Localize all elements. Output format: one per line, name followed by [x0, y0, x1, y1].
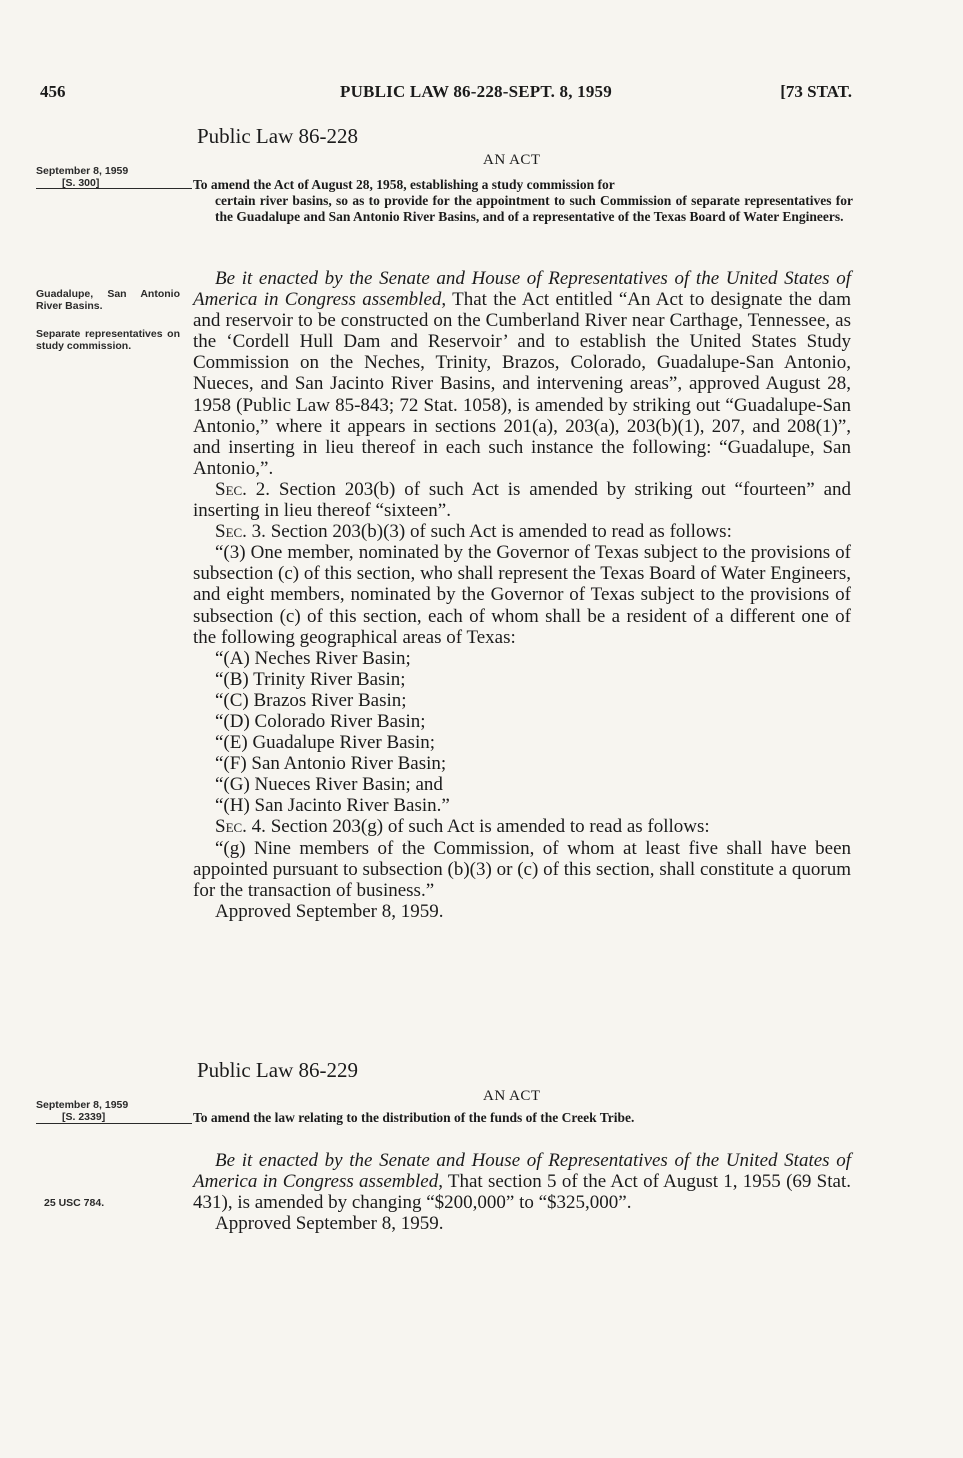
purpose-clause-2: To amend the law relating to the distribution of the funds of the Creek Tribe.	[193, 1110, 635, 1125]
margin-note-representatives: Separate representatives on study commission.	[36, 328, 180, 352]
section-2-label: Sec. 2.	[215, 478, 271, 500]
law-title-86-229: Public Law 86-229	[197, 1058, 358, 1082]
basin-item: “(E) Guadalupe River Basin;	[215, 732, 436, 754]
margin-note-usc: 25 USC 784.	[44, 1197, 105, 1209]
an-act-heading-2: AN ACT	[483, 1088, 541, 1104]
an-act-heading: AN ACT	[483, 152, 541, 168]
section-4-text: Section 203(g) of such Act is amended to read as follows:	[265, 816, 710, 838]
date-rule	[36, 188, 192, 189]
basin-item: “(G) Nueces River Basin; and	[215, 774, 443, 796]
basin-item: “(A) Neches River Basin;	[215, 647, 411, 669]
purpose-rest: certain river basins, so as to provide for the appointment to such Commission of separate representatives for the Guadalupe and San Antonio River Basins, and of a representative of the Texas Board of Water Engineers.	[215, 193, 853, 225]
law-title-86-228: Public Law 86-228	[197, 124, 358, 148]
bill-number: [S. 300]	[62, 177, 100, 189]
purpose-first-line: To amend the Act of August 28, 1958, establishing a study commission for	[193, 177, 615, 192]
statute-reference: [73 STAT.	[780, 82, 852, 101]
section-3-text: Section 203(b)(3) of such Act is amended to read as follows:	[265, 521, 732, 543]
law2-body	[193, 1150, 851, 1234]
purpose-clause	[193, 177, 853, 226]
enacting-text-2: , That section 5 of the Act of August 1, 1955 (69 Stat. 431), is amended by changing “$200,000” to “$325,000”.	[193, 1171, 851, 1214]
side-date-block	[36, 165, 178, 189]
approval-line-2: Approved September 8, 1959.	[215, 1213, 444, 1235]
enacting-text: , That the Act entitled “An Act to designate the dam and reservoir to be constructed on the Cumberland River near Carthage, Tennessee, as the ‘Cordell Hull Dam and Reservoir’ and to establish the United States Study Commission on the Neches, Trinity, Brazos, Colorado, Guadalupe-San Antonio, Nueces, and San Jacinto River Basins, and intervening areas”, approved August 28, 1958 (Public Law 85-843; 72 Stat. 1058), is amended by striking out “Guadalupe-San Antonio,” where it appears in sections 201(a), 203(a), 203(b)(1), 207, and 208(1)”, and inserting in lieu thereof in each such instance the following: “Guadalupe, San Antonio,”.	[193, 289, 852, 479]
section-3-label: Sec. 3.	[215, 521, 266, 543]
section-2	[193, 479, 851, 521]
bill-number-2: [S. 2339]	[62, 1111, 106, 1123]
basin-item: “(F) San Antonio River Basin;	[215, 753, 447, 775]
enacting-formula: Be it enacted by the Senate and House of Representatives of the United States of America in Congress assembled	[193, 268, 851, 311]
approval-line: Approved September 8, 1959.	[215, 900, 444, 922]
section-4-label: Sec. 4.	[215, 816, 266, 838]
enactment-date-2: September 8, 1959	[36, 1099, 129, 1111]
basin-item: “(H) San Jacinto River Basin.”	[215, 795, 450, 817]
date-rule-2	[36, 1123, 192, 1124]
margin-note-basins: Guadalupe, San Antonio River Basins.	[36, 288, 180, 312]
running-title: PUBLIC LAW 86-228-SEPT. 8, 1959	[340, 82, 612, 101]
basin-item: “(B) Trinity River Basin;	[215, 668, 406, 690]
section-2-text: Section 203(b) of such Act is amended by striking out “fourteen” and inserting in lieu thereof “sixteen”.	[193, 478, 851, 522]
side-date-block-2	[36, 1099, 178, 1123]
enacting-clause	[193, 268, 851, 479]
enacting-clause-2	[193, 1150, 851, 1213]
basin-list	[193, 648, 851, 817]
section-3	[193, 521, 851, 542]
section-3-quote: “(3) One member, nominated by the Governor of Texas subject to the provisions of subsection (c) of this section, who shall represent the Texas Board of Water Engineers, and eight members, nominated by the Governor of Texas subject to the provisions of subsection (c) of this section, each of whom shall be a resident of a different one of the following geographical areas of Texas:	[193, 542, 851, 648]
enacting-formula-2: Be it enacted by the Senate and House of Representatives of the United States of America in Congress assembled	[193, 1150, 851, 1193]
section-4-quote: “(g) Nine members of the Commission, of whom at least five shall have been appointed pursuant to subsection (b)(3) or (c) of this section, shall constitute a quorum for the transaction of business.”	[193, 837, 851, 901]
enactment-date: September 8, 1959	[36, 165, 129, 177]
section-4	[193, 816, 851, 837]
running-header	[40, 82, 852, 108]
page-number: 456	[40, 82, 66, 101]
basin-item: “(C) Brazos River Basin;	[215, 689, 407, 711]
basin-item: “(D) Colorado River Basin;	[215, 710, 426, 732]
law1-body	[193, 268, 851, 922]
